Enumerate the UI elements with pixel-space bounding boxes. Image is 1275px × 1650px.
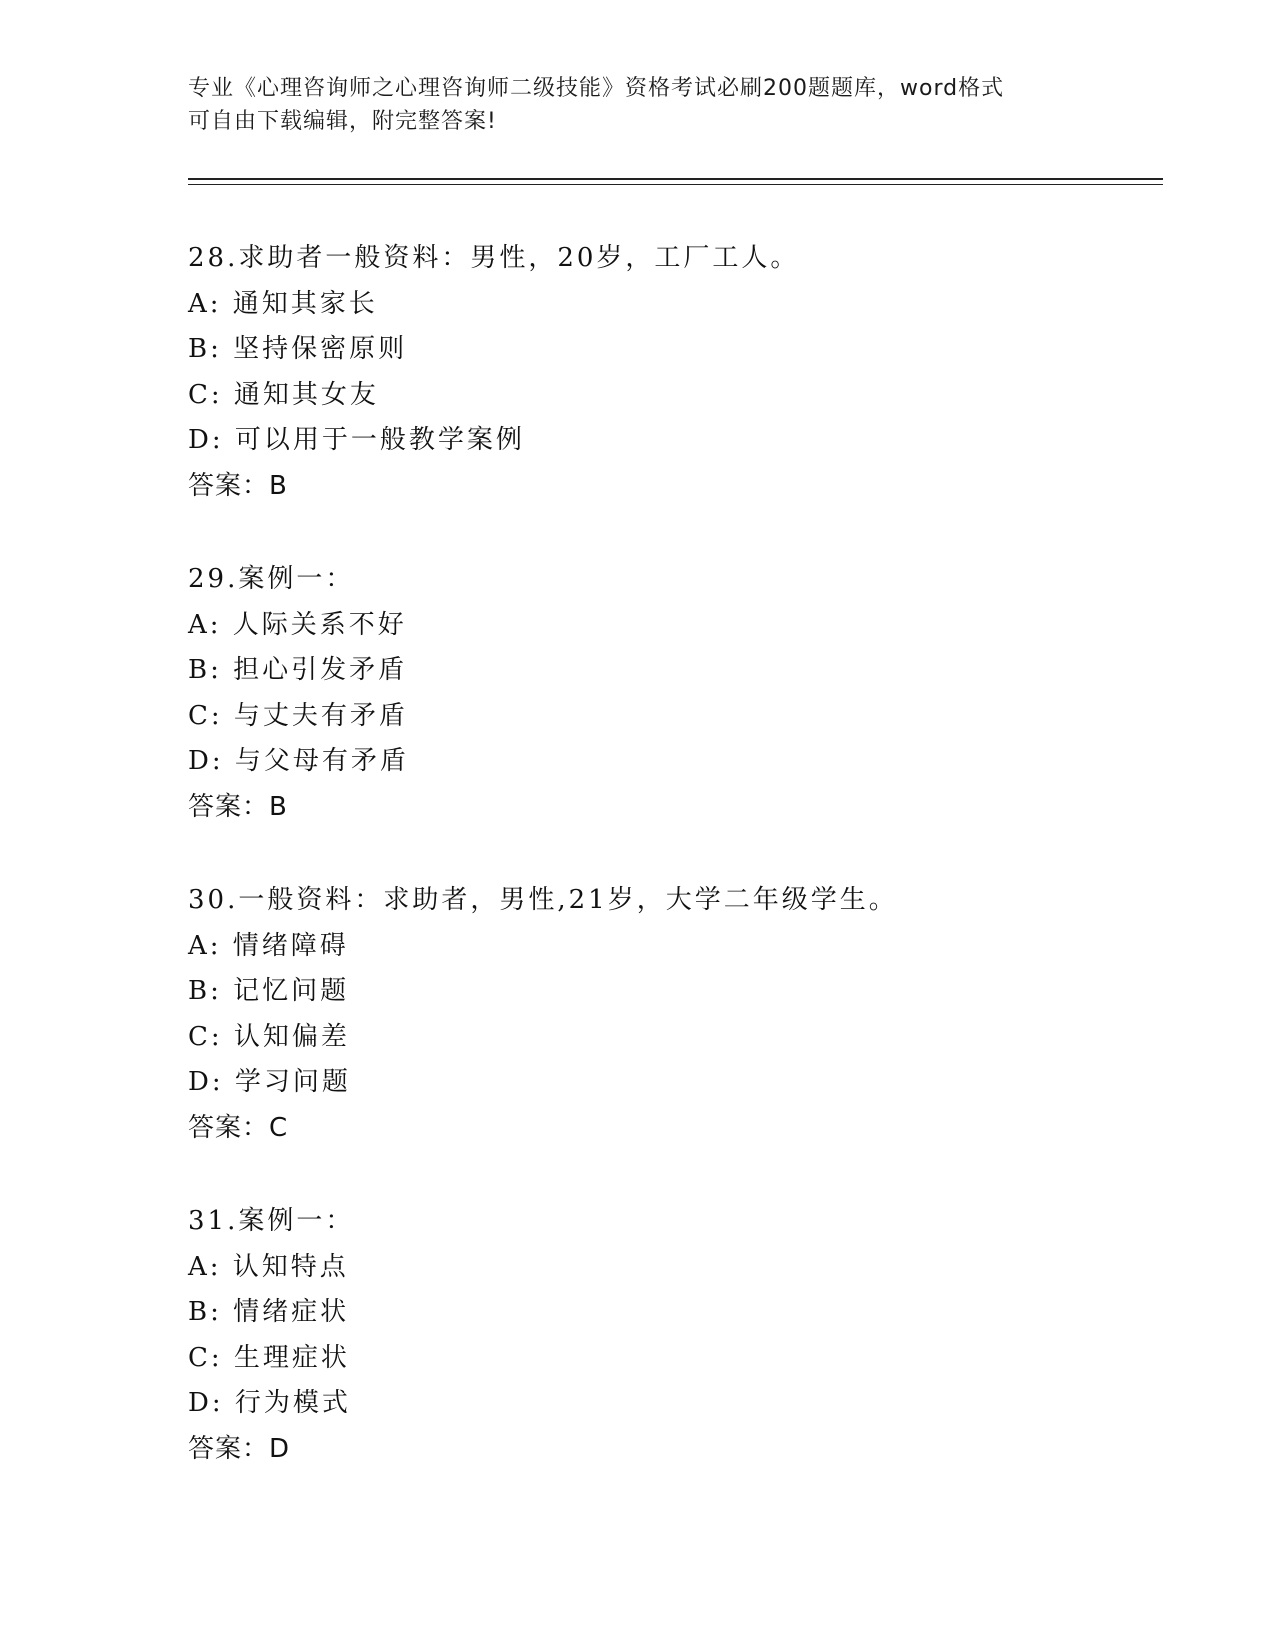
question-29	[188, 557, 1148, 830]
option-d: D: 学习问题	[188, 1067, 351, 1097]
header-line-2: 可自由下载编辑，附完整答案!	[188, 109, 497, 134]
option-c: C: 通知其女友	[188, 379, 379, 410]
option-d: D: 行为模式	[188, 1388, 351, 1418]
option-d: D: 可以用于一般教学案例	[188, 425, 525, 455]
question-stem: 31.案例一：	[188, 1206, 355, 1236]
option-c: C: 与丈夫有矛盾	[188, 700, 408, 731]
question-stem: 30.一般资料：求助者，男性,21岁，大学二年级学生。	[188, 885, 898, 915]
question-28	[188, 236, 1148, 509]
document-header	[188, 72, 1088, 138]
option-d: D: 与父母有矛盾	[188, 746, 409, 776]
header-divider-thick	[188, 178, 1163, 180]
header-divider-thin	[188, 184, 1163, 185]
option-a: A: 认知特点	[188, 1251, 349, 1282]
header-line-1: 专业《心理咨询师之心理咨询师二级技能》资格考试必刷200题题库，word格式	[188, 76, 1005, 101]
option-c: C: 生理症状	[188, 1342, 350, 1373]
option-b: B: 情绪症状	[188, 1297, 350, 1327]
question-31	[188, 1199, 1148, 1472]
option-c: C: 认知偏差	[188, 1021, 350, 1052]
option-a: A: 人际关系不好	[188, 609, 407, 640]
answer-line: 答案：C	[188, 1112, 289, 1143]
option-a: A: 情绪障碍	[188, 930, 349, 961]
question-30	[188, 878, 1148, 1151]
answer-line: 答案：D	[188, 1433, 291, 1464]
question-stem: 29.案例一：	[188, 564, 355, 594]
answer-line: 答案：B	[188, 791, 288, 822]
option-b: B: 记忆问题	[188, 976, 350, 1006]
option-a: A: 通知其家长	[188, 288, 378, 319]
question-stem: 28.求助者一般资料：男性，20岁，工厂工人。	[188, 243, 800, 273]
answer-line: 答案：B	[188, 470, 288, 501]
option-b: B: 坚持保密原则	[188, 334, 408, 364]
option-b: B: 担心引发矛盾	[188, 655, 408, 685]
